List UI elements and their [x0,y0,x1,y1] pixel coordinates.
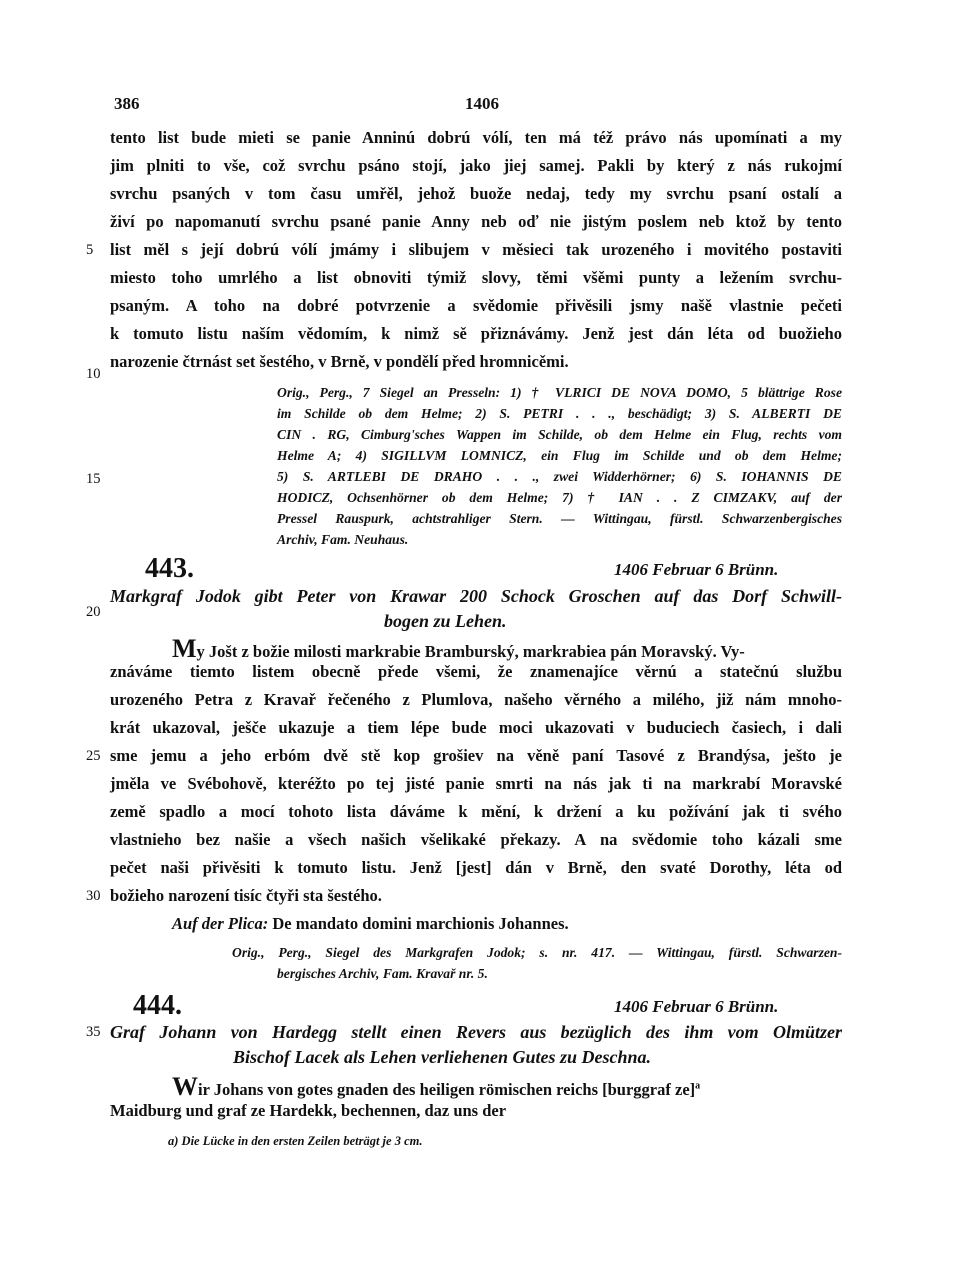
plica-label: Auf der Plica: [172,914,269,933]
line-number: 35 [86,1024,101,1040]
document-date: 1406 Februar 6 Brünn. [614,560,779,579]
regest-line: bogen zu Lehen. [384,611,507,631]
text-line: psaným. A toho na dobré potvrzenie a svědomie přivěsili jsmy našě vlastnie pečeti [110,296,842,315]
footnote-marker: a [695,1080,701,1092]
text-line: Maidburg und graf ze Hardekk, bechennen, daz uns der [110,1101,507,1120]
line-number: 10 [86,366,101,382]
note-line: 5) S. ARTLEBI DE DRAHO . . ., zwei Widderhörner; 6) S. IOHANNIS DE [277,469,842,484]
note-line: Orig., Perg., 7 Siegel an Presseln: 1) † VLRICI DE NOVA DOMO, 5 blättrige Rose [277,385,842,400]
text-line: tento list bude mieti se panie Anninú dobrú vólí, ten má též právo nás upomínati a my [110,128,842,147]
text-line: k tomuto listu naším vědomím, k nimž sě přiznávámy. Jenž jest dán léta od buožieho [110,324,842,343]
note-line: HODICZ, Ochsenhörner ob dem Helme; 7) † IAN . . Z CIMZAKV, auf der [277,490,842,505]
initial-letter: W [172,1072,198,1101]
note-line: CIN . RG, Cimburg'sches Wappen im Schilde, ob dem Helme ein Flug, rechts vom [277,427,842,442]
text-line: božieho narození tisíc čtyři sta šestého. [110,886,382,905]
footnote: a) Die Lücke in den ersten Zeilen beträgt je 3 cm. [168,1134,423,1148]
note-line: Helme A; 4) SIGILLVM LOMNICZ, ein Flug im Schilde und ob dem Helme; [277,448,842,463]
note-line: Orig., Perg., Siegel des Markgrafen Jodok; s. nr. 417. — Wittingau, fürstl. Schwarzen- [232,945,842,960]
document-number: 444. [133,990,182,1021]
text-line: jim plniti to vše, což svrchu psáno stojí, jako jiej samej. Pakli by který z nás rukojmí [110,156,842,175]
note-line: Archiv, Fam. Neuhaus. [277,532,409,547]
initial-letter: M [172,634,197,663]
text-line: živí po napomanutí svrchu psané panie Anny neb oď nie jistým poslem neb ktož by tento [110,212,842,231]
line-number: 25 [86,748,101,764]
text-line: země spadlo a mocí tohoto lista dáváme k mění, k držení a ku požívání jak ti svého [110,802,842,821]
note-line: bergisches Archiv, Fam. Kravař nr. 5. [277,966,488,981]
document-opening: My Jošt z božie milosti markrabie Bramburský, markrabiea pán Moravský. Vy- [172,634,745,663]
note-line: im Schilde ob dem Helme; 2) S. PETRI . . ., beschädigt; 3) S. ALBERTI DE [277,406,842,421]
line-number: 30 [86,888,101,904]
document-opening: Wir Johans von gotes gnaden des heiligen römischen reichs [burggraf ze]$^a$ [172,1072,701,1101]
regest-line: Graf Johann von Hardegg stellt einen Revers aus bezüglich des ihm vom Olmützer [110,1022,842,1042]
running-head: 1406 [465,94,499,113]
text-line: vlastnieho bez našie a všech našich všelikaké překazy. A na svědomie toho kázali sme [110,830,842,849]
plica-line [172,914,569,934]
note-line: Pressel Rauspurk, achtstrahliger Stern. — Wittingau, fürstl. Schwarzenbergisches [277,511,842,526]
text-line: list měl s její dobrú vólí jmámy i slibujem v měsieci tak urozeného i movitého postaviti [110,240,842,259]
text-line: znáváme tiemto listem obecně přede všemi, že znamenajíce věrnú a statečnú službu [110,662,842,681]
text-line: miesto toho umrlého a list obnoviti týmiž slovy, těmi všěmi punty a ležením svrchu- [110,268,842,287]
line-number: 5 [86,242,94,258]
page-number: 386 [114,94,140,113]
document-number: 443. [145,553,194,584]
text-line: urozeného Petra z Kravař řečeného z Plumlova, našeho věrného a milého, již nám mnoho- [110,690,842,709]
document-date: 1406 Februar 6 Brünn. [614,997,779,1016]
regest-line: Bischof Lacek als Lehen verliehenen Gutes zu Deschna. [233,1047,651,1067]
text-line: sme jemu a jeho erbóm dvě stě kop grošiev na věně paní Tasové z Brandýsa, ješto je [110,746,842,765]
line-number: 15 [86,471,101,487]
regest-line: Markgraf Jodok gibt Peter von Krawar 200 Schock Groschen auf das Dorf Schwill- [110,586,842,606]
text-line: svrchu psaných v tom času umřěl, jehož buože nedaj, tedy my svrchu psaní ostalí a [110,184,842,203]
text-line: jměla ve Svébohově, kteréžto po tej jisté panie smrti na nás jak ti na markrabí Moravské [110,774,842,793]
text-line: narozenie čtrnást set šestého, v Brně, v pondělí před hromnicěmi. [110,352,569,371]
text-line: pečet naši přivěsiti k tomuto listu. Jenž [jest] dán v Brně, den svaté Dorothy, léta od [110,858,842,877]
plica-text: De mandato domini marchionis Johannes. [272,914,569,933]
line-number: 20 [86,604,101,620]
text-line: krát ukazoval, ješče ukazuje a tiem lépe bude moci ukazovati v buduciech časiech, i dali [110,718,842,737]
